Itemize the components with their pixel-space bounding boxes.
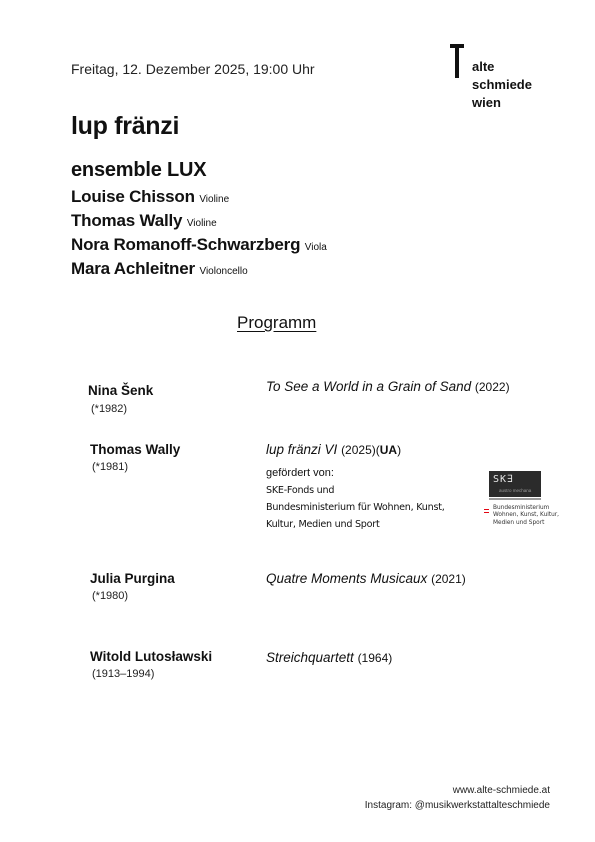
logo-line-2: schmiede xyxy=(472,77,532,92)
ske-logo-text: SK∃ xyxy=(493,474,515,485)
composer-name: Thomas Wally xyxy=(90,442,181,457)
member-instrument: Viola xyxy=(304,242,327,253)
member-instrument: Violoncello xyxy=(199,266,248,277)
work-title xyxy=(266,650,392,665)
ensemble-member xyxy=(71,187,229,207)
work-year: (2021) xyxy=(431,572,466,586)
ministry-line: Bundesministerium xyxy=(493,505,550,511)
member-instrument: Violine xyxy=(186,218,217,229)
premiere-close: ) xyxy=(397,443,402,457)
ensemble-member xyxy=(71,211,217,231)
work-title xyxy=(266,442,401,457)
funding-note xyxy=(266,465,445,533)
ske-logo xyxy=(489,471,541,497)
austria-flag-icon xyxy=(484,509,489,513)
premiere-mark: UA xyxy=(379,443,398,457)
premiere-open: ( xyxy=(375,443,380,457)
work-title xyxy=(266,571,466,586)
member-name: Mara Achleitner xyxy=(71,259,195,278)
ministry-line: Medien und Sport xyxy=(493,519,545,526)
website-link[interactable]: www.alte-schmiede.at xyxy=(452,785,550,796)
funding-line: SKE-Fonds und xyxy=(266,485,335,496)
ensemble-member xyxy=(71,235,327,255)
work-name: To See a World in a Grain of Sand xyxy=(266,379,472,394)
ensemble-member xyxy=(71,259,248,279)
member-name: Thomas Wally xyxy=(71,211,183,230)
work-year: (1964) xyxy=(357,651,393,665)
work-name: lup fränzi VI xyxy=(266,442,338,457)
composer-years: (1913–1994) xyxy=(92,668,155,680)
funding-label: gefördert von: xyxy=(266,467,334,479)
event-date: Freitag, 12. Dezember 2025, 19:00 Uhr xyxy=(71,61,315,77)
funding-line: Bundesministerium für Wohnen, Kunst, xyxy=(266,502,445,513)
logo-line-3: wien xyxy=(472,95,501,110)
member-name: Louise Chisson xyxy=(71,187,195,206)
funding-line: Kultur, Medien und Sport xyxy=(266,519,380,530)
composer-name: Julia Purgina xyxy=(90,571,175,586)
member-name: Nora Romanoff-Schwarzberg xyxy=(71,235,301,254)
alte-schmiede-logo xyxy=(450,44,560,114)
instagram-handle[interactable]: Instagram: @musikwerkstattalteschmiede xyxy=(364,800,550,811)
composer-name: Nina Šenk xyxy=(88,383,154,398)
work-title xyxy=(266,379,510,394)
concert-title: lup fränzi xyxy=(71,112,180,140)
composer-name: Witold Lutosławski xyxy=(90,649,213,664)
composer-years: (*1980) xyxy=(92,590,129,602)
work-year: (2025) xyxy=(341,443,376,457)
logo-line-1: alte xyxy=(472,59,495,74)
ske-logo-subtitle: austro mechana xyxy=(499,488,532,493)
composer-years: (*1981) xyxy=(92,461,129,473)
member-instrument: Violine xyxy=(199,194,230,205)
logo-t-mark xyxy=(450,44,464,78)
work-year: (2022) xyxy=(474,380,510,394)
work-name: Streichquartett xyxy=(266,650,354,665)
ministry-line: Wohnen, Kunst, Kultur, xyxy=(493,512,560,519)
work-name: Quatre Moments Musicaux xyxy=(266,571,428,586)
programme-heading: Programm xyxy=(237,313,317,332)
ensemble-name: ensemble LUX xyxy=(71,159,207,181)
composer-years: (*1982) xyxy=(91,403,128,415)
